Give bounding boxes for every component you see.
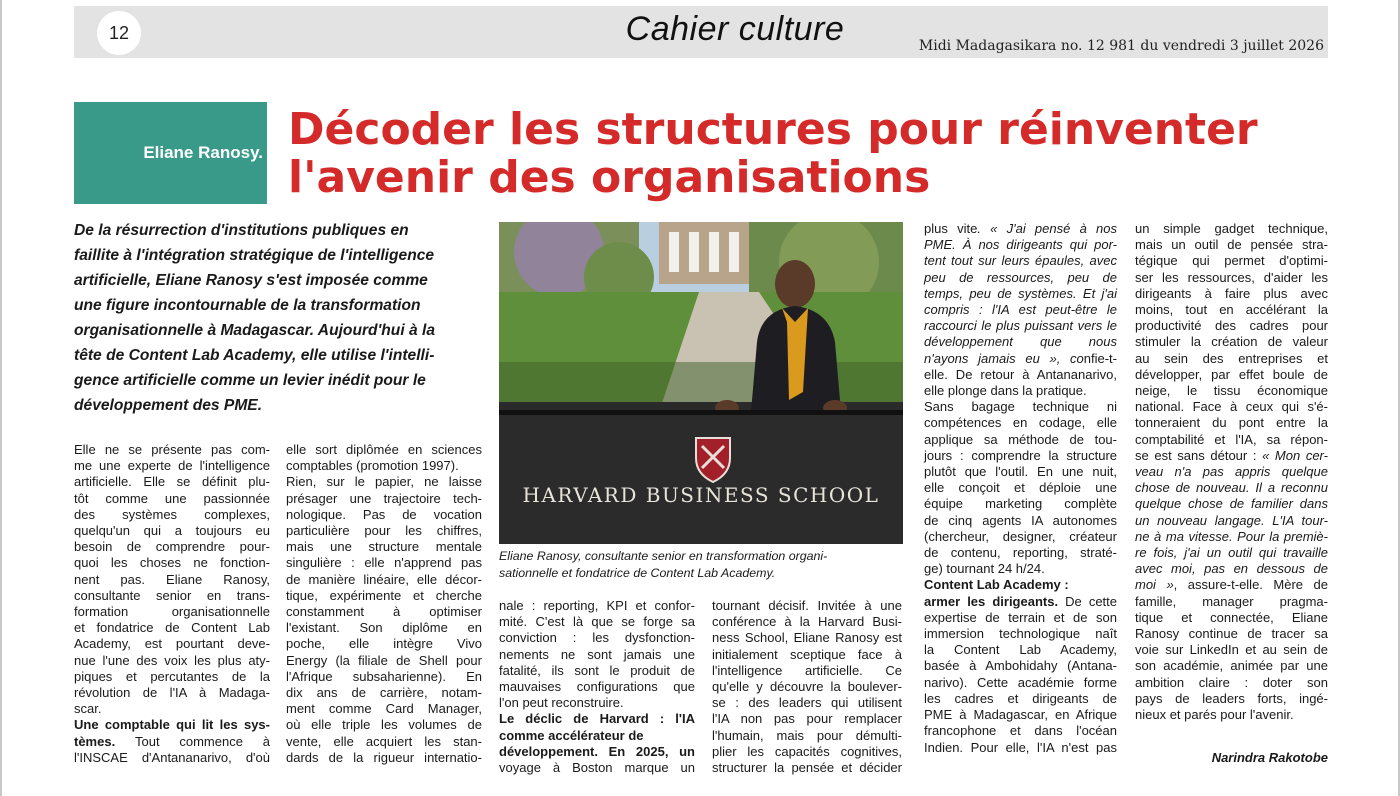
text-run: se est sans détour : (1135, 447, 1263, 463)
text-line: PME. À nos dirigeants qui por- (924, 237, 1117, 253)
text-line: jours : comprendre la structure (924, 447, 1117, 463)
text-line: mité. C'est là que se forge sa (499, 614, 695, 630)
text-line: re fois, j'ai un outil qui travaille (1135, 545, 1328, 561)
text-line (1135, 448, 1328, 464)
text-line (924, 594, 1117, 610)
section-title: Cahier culture (625, 10, 845, 48)
lede-line: une figure incontournable de la transformation (74, 297, 421, 314)
text-run: De cette (1065, 593, 1118, 609)
text-line: comptables (promotion 1997). (286, 458, 459, 474)
text-line: Le déclic de Harvard : l'IA (499, 711, 695, 727)
text-line: dards de la rigueur internatio- (286, 749, 482, 765)
text-line: singulière : elle n'apprend pas (286, 555, 482, 571)
byline: Eliane Ranosy. (143, 143, 263, 162)
photo-person-head (775, 260, 815, 308)
caption-line: Eliane Ranosy, consultante senior en transformation organi- (499, 549, 828, 563)
text-line: et fondatrice de Content Lab (74, 620, 270, 636)
photo-column (729, 232, 739, 272)
text-line: poche, elle intègre Vivo (286, 636, 482, 652)
text-line: moins, tout en accélérant la (1135, 302, 1328, 318)
text-line: particulière pour les chiffres, (286, 523, 482, 539)
text-line: de cinq agents IA autonomes (924, 512, 1117, 528)
text-run: . « J'ai pensé à nos (977, 221, 1117, 236)
text-line: scar. (74, 701, 102, 717)
text-line: des systèmes complexes, (74, 506, 270, 522)
text-line: constamment à optimiser (286, 604, 482, 620)
text-line: l'humain, mais pour démulti- (712, 727, 902, 743)
text-line: Content Lab Academy : (924, 577, 1069, 593)
body-column-6 (1135, 221, 1328, 723)
text-line: temps, peu de systèmes. Et j'ai (924, 285, 1117, 301)
text-line: Academy, est pourtant deve- (74, 636, 270, 652)
text-line: tique et connectée, Eliane (1135, 609, 1328, 625)
text-line: tôt comme une passionnée (74, 490, 270, 506)
text-line: de manière linéaire, elle décor- (286, 571, 482, 587)
text-line: Sans bagage technique ni (924, 399, 1117, 415)
text-run: « Mon cer- (1262, 447, 1328, 463)
text-line: l'intelligence artificielle. Ce (712, 662, 902, 678)
caption-line: sationnelle et fondatrice de Content Lab Academy. (499, 566, 776, 580)
photo-column (709, 232, 719, 272)
text-line: veau n'a pas appris quelque (1135, 464, 1328, 480)
text-line: quelque chose de familier dans (1135, 496, 1328, 512)
text-line: un simple gadget technique, (1135, 221, 1328, 236)
text-line: voyage à Boston marque un (499, 760, 695, 776)
text-line: nue l'une des voix les plus aty- (74, 652, 270, 668)
text-line (1135, 577, 1328, 593)
text-line: équipe marketing complète (924, 496, 1117, 512)
text-run: tèmes. (74, 733, 135, 749)
text-line: ge) tournant 24 h/24. (924, 561, 1045, 577)
body-column-5 (924, 221, 1117, 756)
text-line: productivité des cadres pour (1135, 318, 1328, 334)
text-line: mais un outil de pensée stra- (1135, 237, 1328, 253)
text-line: fatalité, ils sont le produit de (499, 662, 695, 678)
text-line: expertise de terrain et de son (924, 609, 1117, 625)
text-line: l'INSCAE d'Antananarivo, d'où (74, 749, 270, 765)
text-run: n'ayons jamais eu », co (924, 350, 1084, 366)
headline-line: l'avenir des organisations (288, 152, 931, 203)
text-line: voie sur LinkedIn et au sein de (1135, 642, 1328, 658)
headline-line: Décoder les structures pour réinventer (288, 104, 1258, 155)
text-run: Tout commence à (135, 733, 270, 749)
text-line: formation organisationnelle (74, 604, 270, 620)
text-line: nent pas. Eliane Ranosy, (74, 571, 270, 587)
text-line: conférence à la Harvard Busi- (712, 614, 902, 630)
page-edge-left (0, 0, 2, 796)
text-line: quelqu'un qui a toujours eu (74, 523, 270, 539)
body-column-4 (712, 598, 902, 776)
text-line: Une comptable qui lit les sys- (74, 717, 270, 733)
text-line: dirigeants à faire plus avec (1135, 285, 1328, 301)
text-line: ness School, Eliane Ranosy est (712, 630, 902, 646)
text-line (924, 351, 1117, 367)
text-line: l'existant. Son diplôme en (286, 620, 482, 636)
photo-column (689, 232, 699, 272)
masthead: Midi Madagasikara no. 12 981 du vendredi 3 juillet 2026 (918, 38, 1324, 54)
text-line: dix ans de carrière, notam- (286, 685, 482, 701)
text-line: développement que nous (924, 334, 1117, 350)
text-line: les cadres et dirigeants de (924, 690, 1117, 706)
text-line: tournant décisif. Invitée à une (712, 598, 902, 613)
text-line: qu'elle y découvre la boulever- (712, 679, 902, 695)
lede-line: développement des PME. (74, 397, 263, 414)
text-line: tique, expérimente et cherche (286, 587, 482, 603)
text-line: famille, manager pragma- (1135, 593, 1328, 609)
text-line: comptabilité et l'IA, sa répon- (1135, 431, 1328, 447)
text-line: ambition claire : doter son (1135, 674, 1328, 690)
text-line: l'IA non pas pour remplacer (712, 711, 902, 727)
text-line: ment comme Card Manager, (286, 701, 482, 717)
headline (288, 106, 1328, 202)
text-line: nieux et parés pour l'avenir. (1135, 707, 1294, 723)
text-line: de contenu, reporting, straté- (924, 545, 1117, 561)
sign-text: HARVARD BUSINESS SCHOOL (522, 483, 880, 507)
text-line: vente, elle acquiert les stan- (286, 733, 482, 749)
text-line: elle sort diplômée en sciences (286, 442, 482, 457)
text-run: développement. En 2025, un (499, 743, 695, 759)
text-line: ne à ma vitesse. Pour la premiè- (1135, 528, 1328, 544)
text-line: basée à Ambohidahy (Antana- (924, 658, 1117, 674)
text-line: (chercheur, designer, créateur (924, 528, 1117, 544)
text-line: avec moi, pas en dessous de (1135, 561, 1328, 577)
text-line (924, 221, 1117, 237)
text-run: nfie-t- (1083, 350, 1117, 366)
text-line: la Content Lab Academy, (924, 642, 1117, 658)
photo-scene (499, 222, 903, 544)
text-line: pays de leaders forts, ingé- (1135, 690, 1328, 706)
text-run: armer les dirigeants. (924, 593, 1066, 609)
author-signature: Narindra Rakotobe (1211, 750, 1328, 765)
byline-box (74, 102, 267, 204)
text-run: moi » (1135, 577, 1174, 593)
text-line: Energy (la filiale de Shell pour (286, 652, 482, 668)
text-line: elle plonge dans la pratique. (924, 383, 1087, 399)
text-line: stimuler la création de valeur (1135, 334, 1328, 350)
text-line: piques et percutantes de la (74, 668, 270, 684)
lede-line: faillite à l'intégration stratégique de l'intelligence (74, 247, 435, 264)
text-line: Elle ne se présente pas com- (74, 442, 270, 457)
lede-line: De la résurrection d'institutions publiques en (74, 222, 409, 239)
text-line: narivo). Cette académie forme (924, 674, 1117, 690)
text-line: tégique qui permet d'optimi- (1135, 253, 1328, 269)
text-line: elle conçoit et déploie une (924, 480, 1117, 496)
text-line: développer, par effet boule de (1135, 366, 1328, 382)
text-line: me une experte de l'intelligence (74, 458, 270, 474)
lede-line: tête de Content Lab Academy, elle utilise l'intelli- (74, 347, 435, 364)
text-line: se : des leaders qui utilisent (712, 695, 902, 711)
text-line: Rien, sur le papier, ne laisse (286, 474, 482, 490)
text-line: nologique. Pas de vocation (286, 506, 482, 522)
lede (74, 218, 479, 418)
text-line: neige, le tissu économique (1135, 383, 1328, 399)
text-line: structurer la pensée et décider (712, 760, 902, 776)
text-line: mais une structure mentale (286, 539, 482, 555)
text-line: révolution de l'IA à Madaga- (74, 685, 270, 701)
body-column-3 (499, 598, 695, 776)
text-line: initialement sceptique face à (712, 646, 902, 662)
photo-column (669, 232, 679, 272)
text-line: tonneraient du pont entre la (1135, 415, 1328, 431)
text-line: Ranosy continue de tracer sa (1135, 626, 1328, 642)
article-photo (499, 222, 903, 544)
text-line: quoi les choses ne fonction- (74, 555, 270, 571)
text-line: nements ne sont jamais une (499, 646, 695, 662)
text-line: peu de ressources, peu de (924, 269, 1117, 285)
photo-caption (499, 548, 903, 582)
photo-sign (499, 410, 903, 544)
text-line: immersion technologique naît (924, 626, 1117, 642)
text-line: chose de nouveau. Il a reconnu (1135, 480, 1328, 496)
text-line: présager une trajectoire tech- (286, 490, 482, 506)
text-line: besoin de comprendre pour- (74, 539, 270, 555)
text-line: l'Afrique subsaharienne). En (286, 668, 482, 684)
page-number: 12 (97, 11, 141, 55)
text-line: applique sa méthode de tou- (924, 431, 1117, 447)
text-line: artificielle. Elle se définit plu- (74, 474, 270, 490)
body-column-1 (74, 442, 270, 766)
photo-shadow (499, 362, 903, 402)
lede-line: artificielle, Eliane Ranosy s'est imposée comme (74, 272, 428, 289)
text-line: consultante senior en trans- (74, 587, 270, 603)
text-line: compris : l'IA est peut-être le (924, 302, 1117, 318)
text-line: elle. De retour à Antananarivo, (924, 366, 1117, 382)
text-line: tent tout sur leurs épaules, avec (924, 253, 1117, 269)
text-line: mauvaises configurations que (499, 679, 695, 695)
text-line: son académie, animée par une (1135, 658, 1328, 674)
text-line: raccourci le plus puissant vers le (924, 318, 1117, 334)
text-line: compétences en codage, elle (924, 415, 1117, 431)
text-line (499, 744, 695, 760)
body-column-2 (286, 442, 482, 766)
text-line: l'on peut reconstruire. (499, 695, 624, 711)
text-line: plier les capacités cognitives, (712, 743, 902, 759)
text-line (74, 734, 270, 750)
text-line: nale : reporting, KPI et confor- (499, 598, 695, 613)
text-line: conviction : les dysfonction- (499, 630, 695, 646)
text-line: ser les ressources, d'aider les (1135, 269, 1328, 285)
text-line: PME à Madagascar, en Afrique (924, 707, 1117, 723)
text-run: plus vite (924, 221, 978, 236)
text-line: francophone et dans l'océan (924, 723, 1117, 739)
photo-sign-edge (499, 410, 903, 415)
text-run: , assure-t-elle. Mère de (1173, 577, 1328, 593)
text-line: un nouveau langage. L'IA tour- (1135, 512, 1328, 528)
text-line: au sein des entreprises et (1135, 350, 1328, 366)
lede-line: organisationnelle à Madagascar. Aujourd'hui à la (74, 322, 436, 339)
text-line: où elle triple les volumes de (286, 717, 482, 733)
lede-line: gence artificielle comme un levier inédit pour le (74, 372, 426, 389)
text-line: comme accélérateur de (499, 727, 644, 743)
text-line: Indien. Pour elle, l'IA n'est pas (924, 739, 1117, 755)
text-line: plutôt que l'outil. En une nuit, (924, 464, 1117, 480)
text-line: national. Face à ceux qui s'é- (1135, 399, 1328, 415)
